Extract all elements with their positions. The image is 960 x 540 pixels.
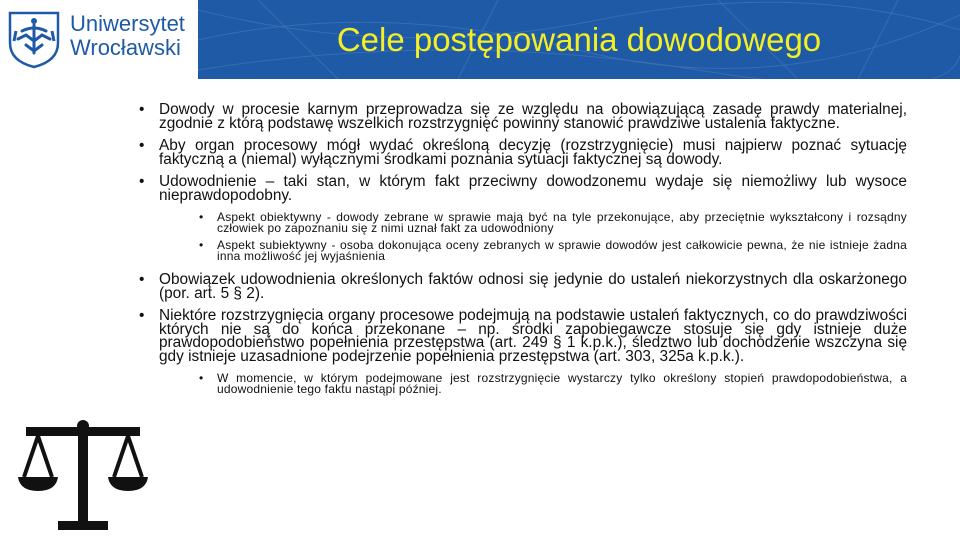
bullet-list [135, 103, 907, 394]
title-band [198, 0, 960, 79]
sub-bullet-list [193, 373, 907, 394]
university-logo [0, 0, 198, 79]
bullet-text: Udowodnienie – taki stan, w którym fakt przeciwny dowodzonemu wydaje się niemożliwy lub wysoce nieprawdopodobny. [159, 173, 907, 204]
university-name-line1: Uniwersytet [70, 11, 185, 36]
slide-title: Cele postępowania dowodowego [336, 21, 822, 58]
university-crest-icon [8, 9, 60, 69]
sub-bullet-item: • Aspekt obiektywny - dowody zebrane w sprawie mają być na tyle przekonujące, aby przeciętnie wykształcony i rozsądny człowiek po zapoznaniu się z nimi uznał fakt za udowodniony [193, 212, 907, 233]
bullet-item [135, 175, 907, 261]
bullet-text: Niektóre rozstrzygnięcia organy procesowe podejmują na podstawie ustaleń faktycznych, co do prawdziwości których nie są do końca przekonane – np. środki zapobiegawcze stosuje się gdy istnieje duże prawdopodobieństwo popełnienia przestępstwa (art. 249 § 1 k.p.k.), śledztwo lub dochodzenie wszczyna się gdy istnieje uzasadnione podejrzenie popełnienia przestępstwa (art. 303, 325a k.p.k.). [159, 307, 907, 365]
sub-bullet-item: • W momencie, w którym podejmowane jest rozstrzygnięcie wystarczy tylko określony stopień prawdopodobieństwa, a udowodnienie tego faktu nastąpi później. [193, 373, 907, 394]
slide-content [135, 103, 907, 406]
bullet-item: • Dowody w procesie karnym przeprowadza się ze względu na obowiązującą zasadę prawdy materialnej, zgodnie z którą podstawę wszelkich rozstrzygnięć powinny stanowić prawdziwe ustalenia faktyczne. [135, 103, 907, 130]
bullet-item: • Obowiązek udowodnienia określonych faktów odnosi się jedynie do ustaleń niekorzystnych dla oskarżonego (por. art. 5 § 2). [135, 273, 907, 300]
sub-bullet-item: • Aspekt subiektywny - osoba dokonująca oceny zebranych w sprawie dowodów jest całkowicie pewna, że nie istnieje żadna inna możliwość jej wyjaśnienia [193, 240, 907, 261]
university-name-line2: Wrocławski [70, 35, 181, 60]
sub-bullet-list [193, 212, 907, 261]
scales-of-justice-icon [18, 417, 148, 535]
bullet-item: • Aby organ procesowy mógł wydać określoną decyzję (rozstrzygnięcie) musi najpierw poznać sytuację faktyczną a (niemal) wyłącznymi środkami poznania sytuacji faktycznej są dowody. [135, 139, 907, 166]
bullet-item [135, 309, 907, 394]
